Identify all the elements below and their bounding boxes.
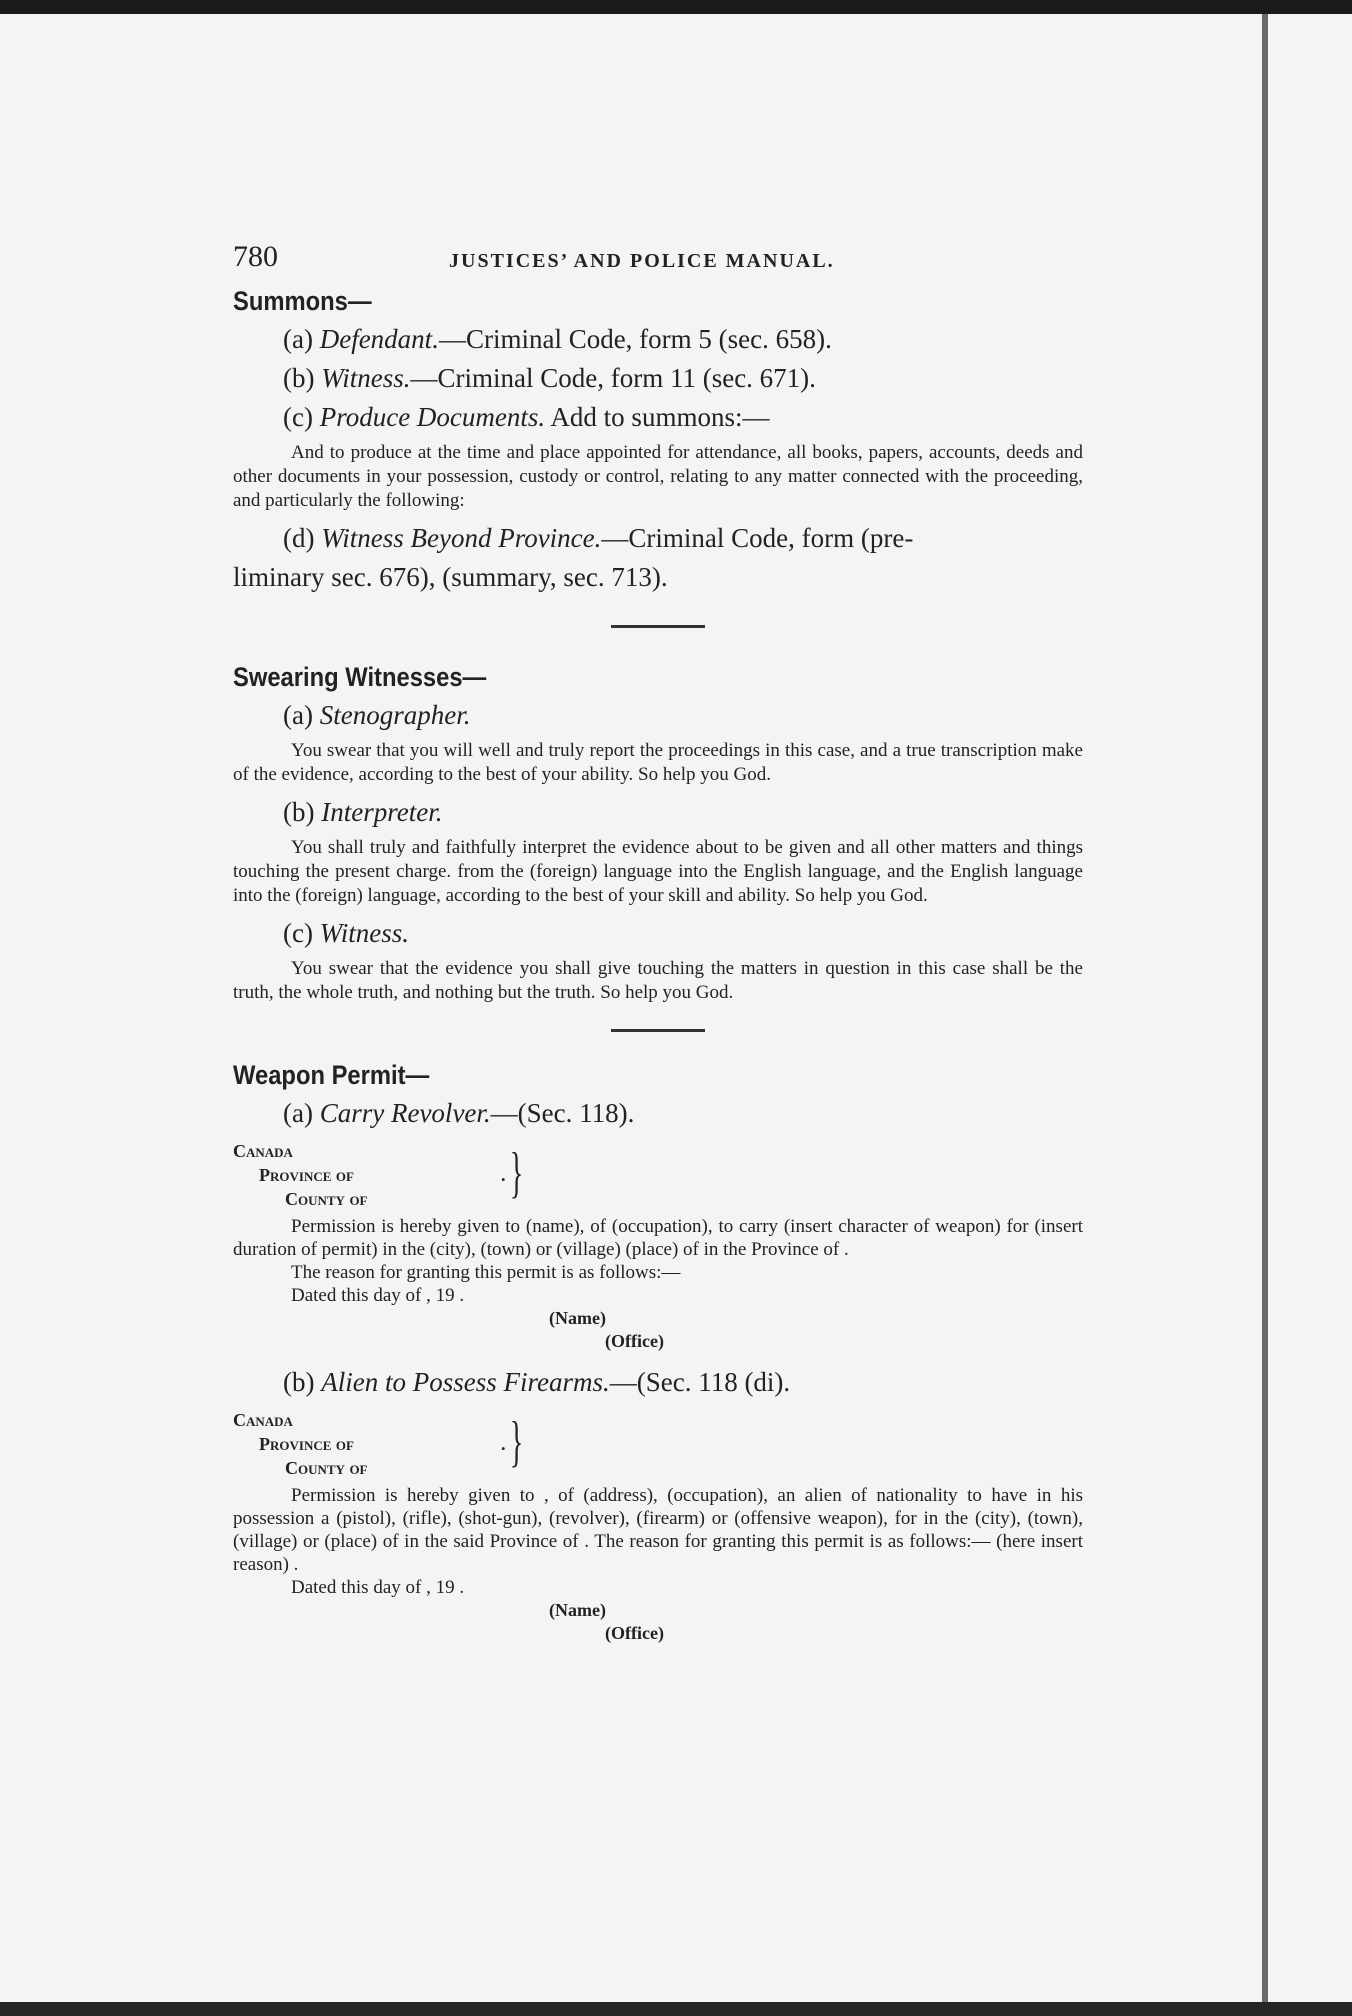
summons-item-b: (b) Witness.—Criminal Code, form 11 (sec. 671).	[283, 363, 816, 393]
summons-item-c: (c) Produce Documents. Add to summons:—	[283, 402, 770, 432]
heading-weapon-permit: Weapon Permit—	[233, 1060, 430, 1090]
swearing-item-a: (a) Stenographer.	[283, 700, 471, 730]
alien-permit-office: (Office)	[605, 1623, 664, 1643]
page	[233, 230, 1083, 1645]
heading-summons: Summons—	[233, 286, 372, 316]
alien-permit-name: (Name)	[549, 1600, 606, 1620]
alien-permit-dated: Dated this day of , 19 .	[291, 1577, 465, 1598]
revolver-permit-office: (Office)	[605, 1331, 664, 1351]
brace-symbol: }	[509, 1411, 524, 1473]
book-spine-shadow	[1262, 14, 1268, 2002]
running-head	[233, 230, 1083, 282]
venue-canada: Canada	[233, 1141, 293, 1161]
venue-block-b	[233, 1408, 1083, 1484]
venue-block-a	[233, 1139, 1083, 1215]
scan-edge-bottom	[0, 2002, 1352, 2016]
scan-edge-top	[0, 0, 1352, 14]
venue-province: Province of	[259, 1165, 354, 1185]
swearing-item-b: (b) Interpreter.	[283, 797, 443, 827]
venue-county: County of	[285, 1189, 368, 1209]
alien-permit-body: Permission is hereby given to , of (address), (occupation), an alien of nationality to have in his possession a (pistol), (rifle), (shot-gun), (revolver), (firearm) or (offensive weapon), for in the (city), (town), (village) or (place) of in the said Province of . The reason for granting this permit is as follows:— (here insert reason) .	[233, 1485, 1083, 1575]
heading-swearing-witnesses: Swearing Witnesses—	[233, 662, 487, 692]
section-divider	[611, 1029, 705, 1032]
section-divider	[611, 625, 705, 628]
stenographer-oath: You swear that you will well and truly report the proceedings in this case, and a true transcription make of the evidence, according to the best of your ability. So help you God.	[233, 740, 1083, 785]
book-title: JUSTICES’ AND POLICE MANUAL.	[449, 250, 835, 272]
summons-item-d: (d) Witness Beyond Province.—Criminal Code, form (pre-	[283, 523, 914, 553]
weapon-item-a: (a) Carry Revolver.—(Sec. 118).	[283, 1098, 635, 1128]
revolver-permit-body: Permission is hereby given to (name), of (occupation), to carry (insert character of weapon) for (insert duration of permit) in the (city), (town) or (village) (place) of in the Province of .	[233, 1216, 1083, 1260]
brace-symbol: }	[509, 1142, 524, 1204]
weapon-item-b: (b) Alien to Possess Firearms.—(Sec. 118 (di).	[283, 1367, 791, 1397]
summons-item-a: (a) Defendant.—Criminal Code, form 5 (sec. 658).	[283, 324, 832, 354]
venue-dot: .	[501, 1434, 506, 1454]
summons-c-body: And to produce at the time and place appointed for attendance, all books, papers, accounts, deeds and other documents in your possession, custody or control, relating to any matter connected with the proceeding, and particularly the following:	[233, 442, 1083, 511]
page-number: 780	[233, 240, 278, 273]
venue-province: Province of	[259, 1434, 354, 1454]
summons-item-d-continued: liminary sec. 676), (summary, sec. 713).	[233, 562, 668, 592]
revolver-permit-name: (Name)	[549, 1308, 606, 1328]
revolver-permit-reason: The reason for granting this permit is as follows:—	[291, 1262, 681, 1283]
venue-canada: Canada	[233, 1410, 293, 1430]
revolver-permit-dated: Dated this day of , 19 .	[291, 1285, 465, 1306]
venue-county: County of	[285, 1458, 368, 1478]
witness-oath: You swear that the evidence you shall give touching the matters in question in this case shall be the truth, the whole truth, and nothing but the truth. So help you God.	[233, 958, 1083, 1003]
venue-dot: .	[501, 1165, 506, 1185]
interpreter-oath: You shall truly and faithfully interpret the evidence about to be given and all other matters and things touching the present charge. from the (foreign) language into the English language, and the English language into the (foreign) language, according to the best of your skill and ability. So help you God.	[233, 837, 1083, 906]
swearing-item-c: (c) Witness.	[283, 918, 409, 948]
